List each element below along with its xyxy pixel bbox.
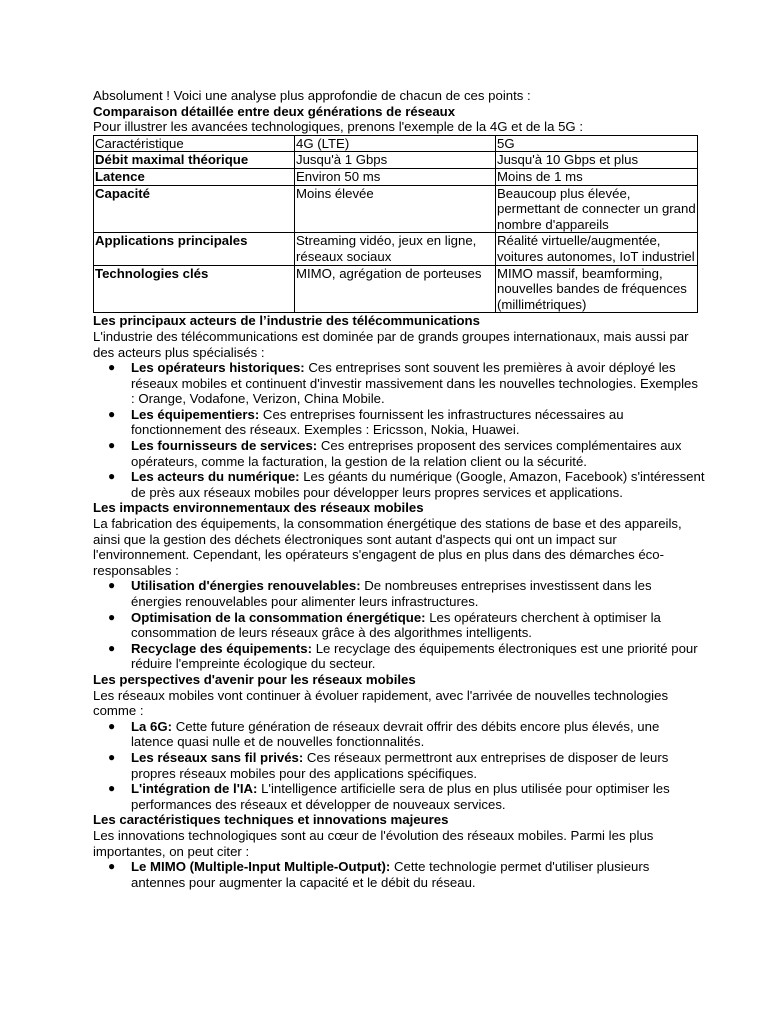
list-item-text: Ces entreprises fournissent les infrastructures nécessaires au fonctionnement des réseaux. Exemples : Ericsson, Nokia, Huawei.	[131, 406, 624, 438]
document-page	[93, 88, 705, 890]
table-row	[94, 152, 698, 169]
list-item	[93, 360, 705, 407]
list-item	[93, 438, 705, 469]
bullet-list-future	[93, 719, 705, 813]
list-item	[93, 719, 705, 750]
table-cell: Jusqu'à 1 Gbps	[295, 152, 496, 169]
intro-paragraph: Absolument ! Voici une analyse plus approfondie de chacun de ces points :	[93, 88, 531, 103]
table-cell: Moins élevée	[295, 185, 496, 233]
comparison-table	[93, 135, 698, 314]
section-heading-future: Les perspectives d'avenir pour les réseaux mobiles	[93, 671, 416, 687]
section-heading-actors: Les principaux acteurs de l’industrie des télécommunications	[93, 313, 480, 329]
list-item	[93, 859, 705, 890]
bullet-icon: ●	[108, 718, 116, 733]
table-row	[94, 168, 698, 185]
bullet-list-innovations	[93, 859, 705, 890]
table-header-row	[94, 135, 698, 152]
bullet-icon: ●	[108, 469, 116, 484]
table-header-cell: 5G	[496, 135, 698, 152]
list-item-term: Le MIMO (Multiple-Input Multiple-Output):	[131, 859, 391, 875]
list-item-text: L'intelligence artificielle sera de plus en plus utilisée pour optimiser les performances des réseaux et développer de nouveaux services.	[131, 781, 670, 812]
list-item-term: Recyclage des équipements:	[131, 640, 313, 656]
bullet-icon: ●	[108, 578, 116, 593]
table-row-label: Applications principales	[94, 233, 295, 265]
list-item-text: Les opérateurs cherchent à optimiser la consommation de leurs réseaux grâce à des algorithmes intelligents.	[131, 609, 661, 641]
table-row	[94, 185, 698, 233]
bullet-icon: ●	[108, 640, 116, 655]
section-heading-comparison: Comparaison détaillée entre deux générations de réseaux	[93, 103, 456, 119]
list-item	[93, 610, 705, 641]
table-cell: Beaucoup plus élevée, permettant de connecter un grand nombre d'appareils	[497, 185, 696, 232]
table-cell: MIMO, agrégation de porteuses	[295, 265, 496, 313]
table-cell: Streaming vidéo, jeux en ligne, réseaux sociaux	[295, 233, 496, 265]
list-item-term: Optimisation de la consommation énergétique:	[131, 609, 426, 625]
table-row-label: Débit maximal théorique	[94, 152, 295, 169]
bullet-icon: ●	[108, 781, 116, 796]
list-item	[93, 750, 705, 781]
list-item-term: L'intégration de l'IA:	[131, 781, 258, 797]
table-row-label: Latence	[94, 168, 295, 185]
list-item-term: Les opérateurs historiques:	[131, 360, 305, 376]
bullet-icon: ●	[108, 749, 116, 764]
section-lead-actors: L'industrie des télécommunications est dominée par de grands groupes internationaux, mais aussi par des acteurs plus spécialisés :	[93, 328, 689, 360]
list-item-term: Les acteurs du numérique:	[131, 469, 300, 485]
table-row	[94, 233, 698, 265]
list-item-text: Le recyclage des équipements électroniques est une priorité pour réduire l'empreinte écologique du secteur.	[131, 640, 698, 672]
table-cell: Moins de 1 ms	[496, 168, 698, 185]
section-heading-environment: Les impacts environnementaux des réseaux mobiles	[93, 500, 424, 516]
list-item-text: Cette technologie permet d'utiliser plusieurs antennes pour augmenter la capacité et le débit du réseau.	[131, 859, 650, 890]
list-item-text: Ces réseaux permettront aux entreprises de disposer de leurs propres réseaux mobiles pour des applications spécifiques.	[131, 749, 669, 781]
bullet-list-environment	[93, 578, 705, 672]
table-cell: Jusqu'à 10 Gbps et plus	[496, 152, 698, 169]
table-cell: MIMO massif, beamforming, nouvelles bandes de fréquences (millimétriques)	[496, 265, 698, 313]
list-item-text: De nombreuses entreprises investissent dans les énergies renouvelables pour alimenter leurs infrastructures.	[131, 578, 652, 609]
bullet-icon: ●	[108, 609, 116, 624]
table-row	[94, 265, 698, 313]
list-item-text: Ces entreprises proposent des services complémentaires aux opérateurs, comme la facturation, la gestion de la relation client ou la sécurité.	[131, 438, 682, 469]
bullet-icon: ●	[108, 438, 116, 453]
section-lead-environment: La fabrication des équipements, la consommation énergétique des stations de base et des appareils, ainsi que la gestion des déchets électroniques sont autant d'aspects qui ont un impact sur l'environnement. Cependant, les opérateurs s'engagent de plus en plus dans des démarches éco-responsables :	[93, 516, 682, 578]
list-item	[93, 469, 705, 500]
bullet-icon: ●	[108, 406, 116, 421]
list-item-term: Les équipementiers:	[131, 406, 260, 422]
section-lead-future: Les réseaux mobiles vont continuer à évoluer rapidement, avec l'arrivée de nouvelles technologies comme :	[93, 687, 669, 719]
bullet-icon: ●	[108, 360, 116, 375]
table-cell: Environ 50 ms	[295, 168, 496, 185]
section-lead-comparison: Pour illustrer les avancées technologiques, prenons l'exemple de la 4G et de la 5G :	[93, 119, 584, 135]
list-item-term: La 6G:	[131, 718, 173, 734]
table-header-cell: 4G (LTE)	[295, 135, 496, 152]
section-heading-innovations: Les caractéristiques techniques et innovations majeures	[93, 812, 449, 828]
table-cell: Réalité virtuelle/augmentée, voitures autonomes, IoT industriel	[496, 233, 698, 265]
list-item	[93, 641, 705, 672]
section-lead-innovations: Les innovations technologiques sont au cœur de l'évolution des réseaux mobiles. Parmi les plus importantes, on peut citer :	[93, 827, 654, 859]
list-item-term: Utilisation d'énergies renouvelables:	[131, 578, 361, 594]
list-item-term: Les réseaux sans fil privés:	[131, 749, 304, 765]
table-header-cell: Caractéristique	[94, 135, 295, 152]
list-item-term: Les fournisseurs de services:	[131, 438, 318, 454]
list-item	[93, 407, 705, 438]
list-item-text: Ces entreprises sont souvent les premières à avoir déployé les réseaux mobiles et continuent d'investir massivement dans les nouvelles technologies. Exemples : Orange, Vodafone, Verizon, China Mobile.	[131, 360, 698, 407]
table-row-label: Technologies clés	[94, 265, 295, 313]
table-row-label: Capacité	[94, 185, 295, 233]
list-item-text: Cette future génération de réseaux devrait offrir des débits encore plus élevés, une latence quasi nulle et de nouvelles fonctionnalités.	[131, 718, 660, 750]
bullet-icon: ●	[108, 859, 116, 874]
list-item	[93, 578, 705, 609]
bullet-list-actors	[93, 360, 705, 500]
list-item	[93, 781, 705, 812]
list-item-text: Les géants du numérique (Google, Amazon, Facebook) s'intéressent de près aux réseaux mobiles pour développer leurs propres services et applications.	[131, 469, 705, 500]
